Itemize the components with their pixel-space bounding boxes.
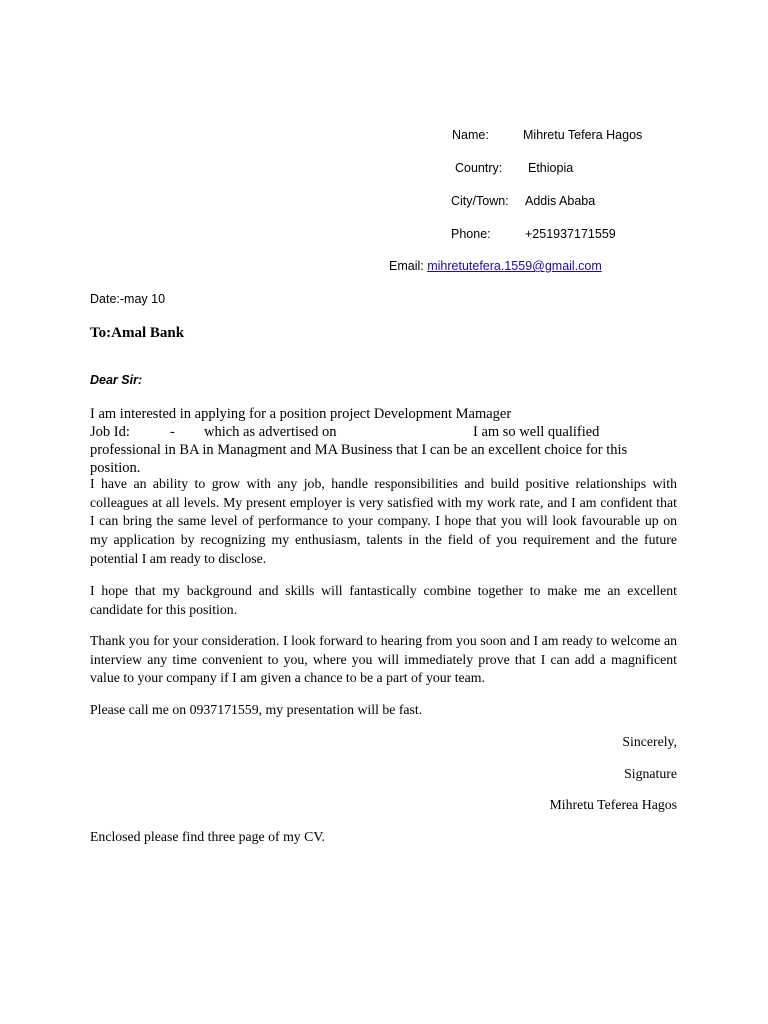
intro-line-3: professional in BA in Managment and MA Business that I can be an excellent choice for this [90,442,628,458]
city-label: City/Town: [451,194,509,208]
intro-line-4: position. [90,460,141,476]
closing-signer-name: Mihretu Teferea Hagos [549,797,677,812]
email-link[interactable]: mihretutefera.1559@gmail.com [427,259,602,273]
intro-line-1: I am interested in applying for a position project Development Mamager [90,406,512,422]
email-line [389,259,602,273]
country-value: Ethiopia [528,161,574,175]
body-paragraph-1: I have an ability to grow with any job, handle responsibilities and build positive relationships with colleagues at all levels. My present employer is very satisfied with my work rate, and I am confident that I can bring the same level of performance to your company. I hope that you will look favourable up on my application by recognizing my enthusiasm, talents in the field of you requirement and the future potential I am ready to disclose. [90,476,677,566]
date-line: Date:-may 10 [90,292,166,306]
intro-line-2 [90,423,690,441]
enclosure-note: Enclosed please find three page of my CV. [90,829,325,844]
closing-sincerely: Sincerely, [622,734,677,749]
closing-signature: Signature [624,766,677,781]
country-label: Country: [455,161,503,175]
intro-block [90,405,690,477]
job-id-label: Job Id: [90,424,130,440]
name-label: Name: [452,128,489,142]
body-paragraph-3: Thank you for your consideration. I look forward to hearing from you soon and I am ready to welcome an interview any time convenient to you, where you will immediately prove that I can add a magnificent value to your company if I am given a chance to be a part of your team. [90,633,677,686]
recipient-line: To:Amal Bank [90,325,185,341]
email-label: Email: [389,259,424,273]
job-id-dash: - [170,424,175,440]
body-paragraph-2: I hope that my background and skills will fantastically combine together to make me an excellent candidate for this position. [90,583,677,617]
salutation: Dear Sir: [90,373,143,387]
body-paragraph-4: Please call me on 0937171559, my presentation will be fast. [90,702,423,717]
qualified-text: I am so well qualified [473,424,600,440]
phone-label: Phone: [451,227,491,241]
name-value: Mihretu Tefera Hagos [523,128,643,142]
advertised-text: which as advertised on [204,424,337,440]
phone-value: +251937171559 [525,227,616,241]
city-value: Addis Ababa [525,194,596,208]
